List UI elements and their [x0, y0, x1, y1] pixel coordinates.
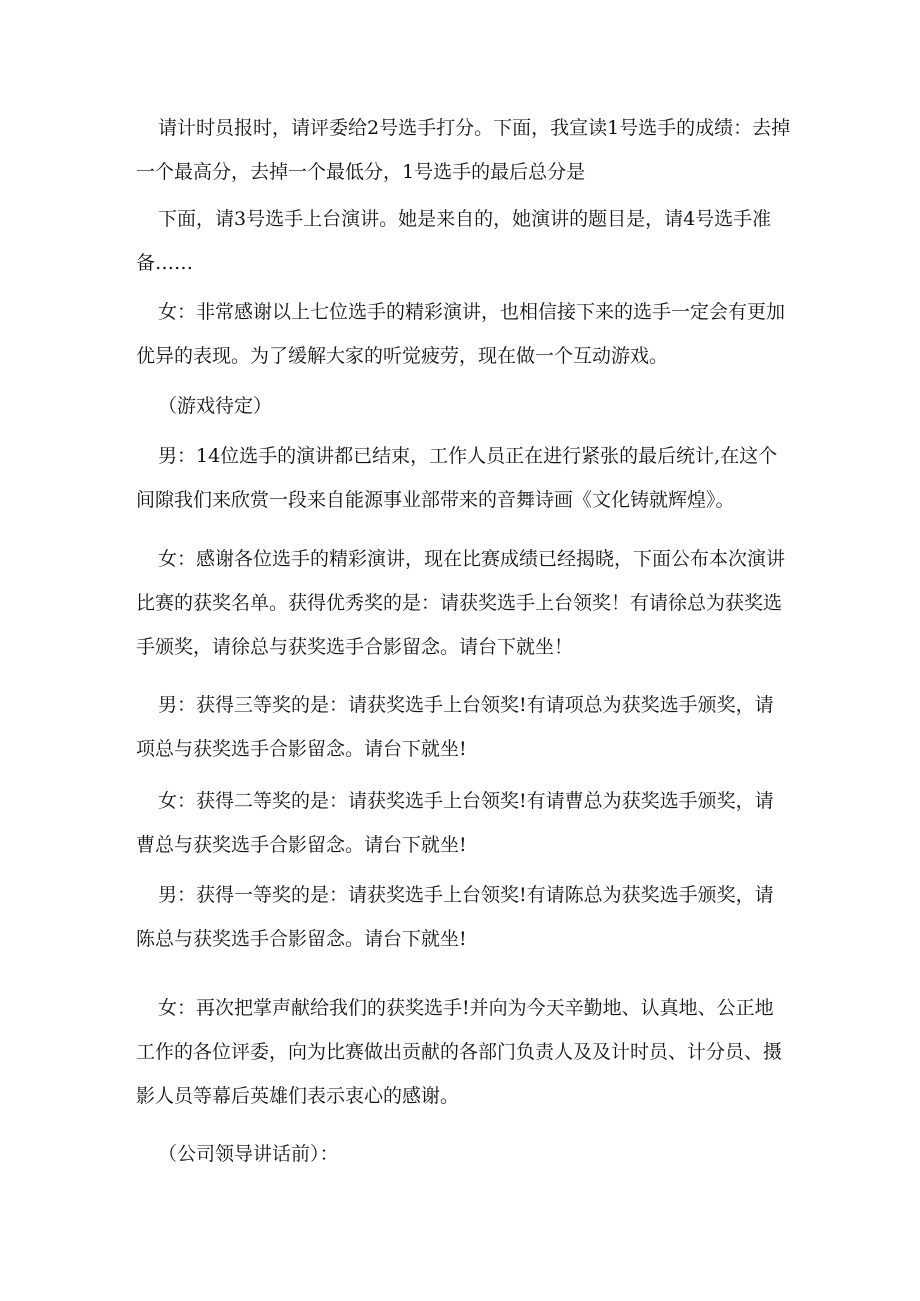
paragraph-7: 男：获得三等奖的是：请获奖选手上台领奖!有请项总为获奖选手颁奖，请项总与获奖选手合影留念。请台下就坐! — [136, 694, 774, 760]
paragraph-1: 请计时员报时，请评委给2号选手打分。下面，我宣读1号选手的成绩：去掉一个最高分，去掉一个最低分，1号选手的最后总分是 — [136, 117, 791, 183]
paragraph-10: 女：再次把掌声献给我们的获奖选手!并向为今天辛勤地、认真地、公正地工作的各位评委，向为比赛做出贡献的各部门负责人及及计时员、计分员、摄影人员等幕后英雄们表示衷心的感谢。 — [136, 997, 783, 1107]
paragraph-2: 下面，请3号选手上台演讲。她是来自的，她演讲的题目是，请4号选手准备…… — [136, 208, 772, 274]
paragraph-4: （游戏待定） — [158, 395, 273, 417]
paragraph-6: 女：感谢各位选手的精彩演讲，现在比赛成绩已经揭晓，下面公布本次演讲比赛的获奖名单。获得优秀奖的是：请获奖选手上台领奖！有请徐总为获奖选手颁奖，请徐总与获奖选手合影留念。请台下就坐！ — [136, 548, 786, 658]
paragraph-5: 男：14位选手的演讲都已结束，工作人员正在进行紧张的最后统计,在这个间隙我们来欣赏一段来自能源事业部带来的音舞诗画《文化铸就辉煌》。 — [136, 445, 778, 511]
paragraph-11: （公司领导讲话前）： — [158, 1143, 339, 1165]
paragraph-9: 男：获得一等奖的是：请获奖选手上台领奖!有请陈总为获奖选手颁奖，请陈总与获奖选手合影留念。请台下就坐! — [136, 884, 774, 950]
paragraph-8: 女：获得二等奖的是：请获奖选手上台领奖!有请曹总为获奖选手颁奖，请曹总与获奖选手合影留念。请台下就坐! — [136, 790, 774, 856]
paragraph-3: 女：非常感谢以上七位选手的精彩演讲，也相信接下来的选手一定会有更加优异的表现。为了缓解大家的听觉疲劳，现在做一个互动游戏。 — [136, 301, 786, 367]
